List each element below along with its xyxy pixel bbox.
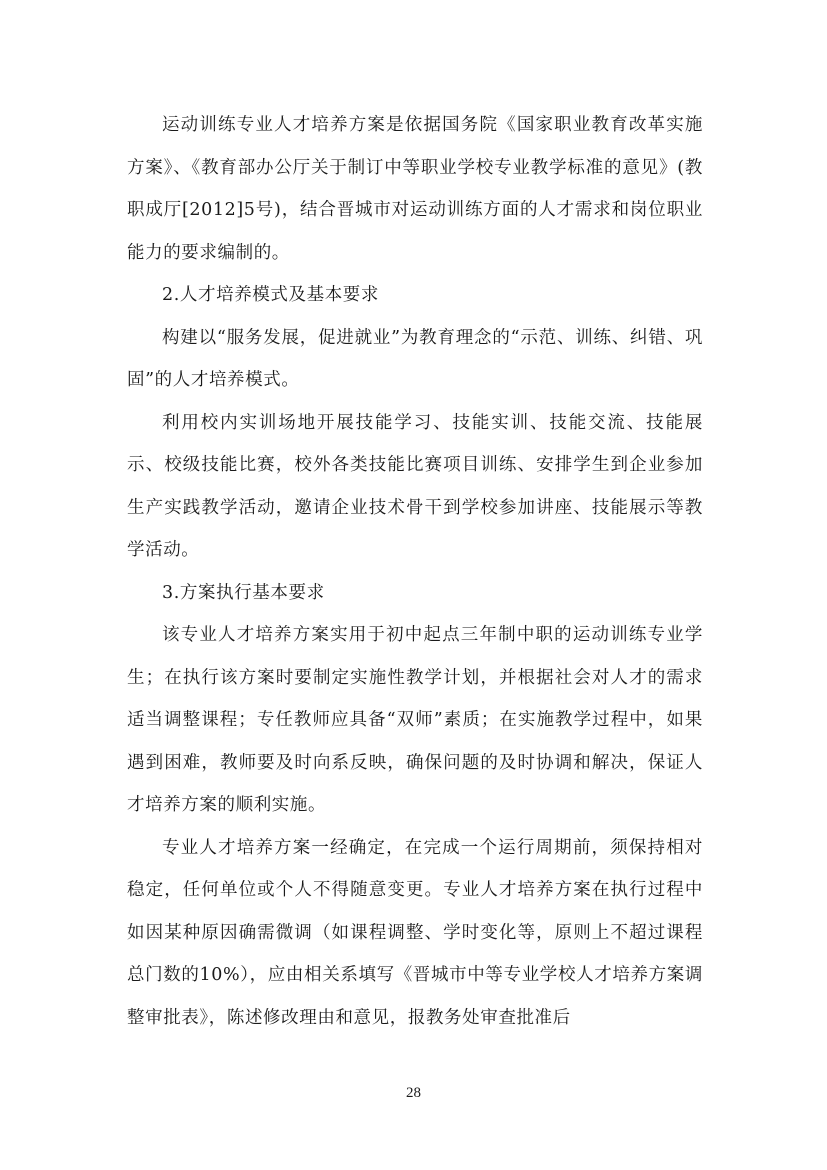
- page-number: 28: [406, 1085, 421, 1101]
- paragraph-training-activities: 利用校内实训场地开展技能学习、技能实训、技能交流、技能展示、校级技能比赛，校外各类技能比赛项目训练、安排学生到企业参加生产实践教学活动，邀请企业技术骨干到学校参加讲座、技能展示等教学活动。: [127, 412, 703, 560]
- paragraph-plan-stability: 专业人才培养方案一经确定，在完成一个运行周期前，须保持相对稳定，任何单位或个人不得随意变更。专业人才培养方案在执行过程中如因某种原因确需微调（如课程调整、学时变化等，原则上不超过课程总门数的10%），应由相关系填写《晋城市中等专业学校人才培养方案调整审批表》，陈述修改理由和意见，报教务处审查批准后: [127, 837, 703, 1028]
- page-body: [127, 104, 703, 1039]
- paragraph-basis: 运动训练专业人才培养方案是依据国务院《国家职业教育改革实施方案》、《教育部办公厅关于制订中等职业学校专业教学标准的意见》(教职成厅[2012]5号)，结合晋城市对运动训练方面的人才需求和岗位职业能力的要求编制的。: [127, 115, 703, 263]
- section-heading-execution: 3.方案执行基本要求: [162, 582, 325, 603]
- paragraph-training-model: 构建以“服务发展，促进就业”为教育理念的“示范、训练、纠错、巩固”的人才培养模式。: [127, 327, 703, 390]
- section-heading-training-mode: 2.人才培养模式及基本要求: [162, 285, 379, 305]
- paragraph-execution-requirements: 该专业人才培养方案实用于初中起点三年制中职的运动训练专业学生；在执行该方案时要制定实施性教学计划，并根据社会对人才的需求适当调整课程；专任教师应具备“双师”素质；在实施教学过程中，如果遇到困难，教师要及时向系反映，确保问题的及时协调和解决，保证人才培养方案的顺利实施。: [127, 625, 703, 815]
